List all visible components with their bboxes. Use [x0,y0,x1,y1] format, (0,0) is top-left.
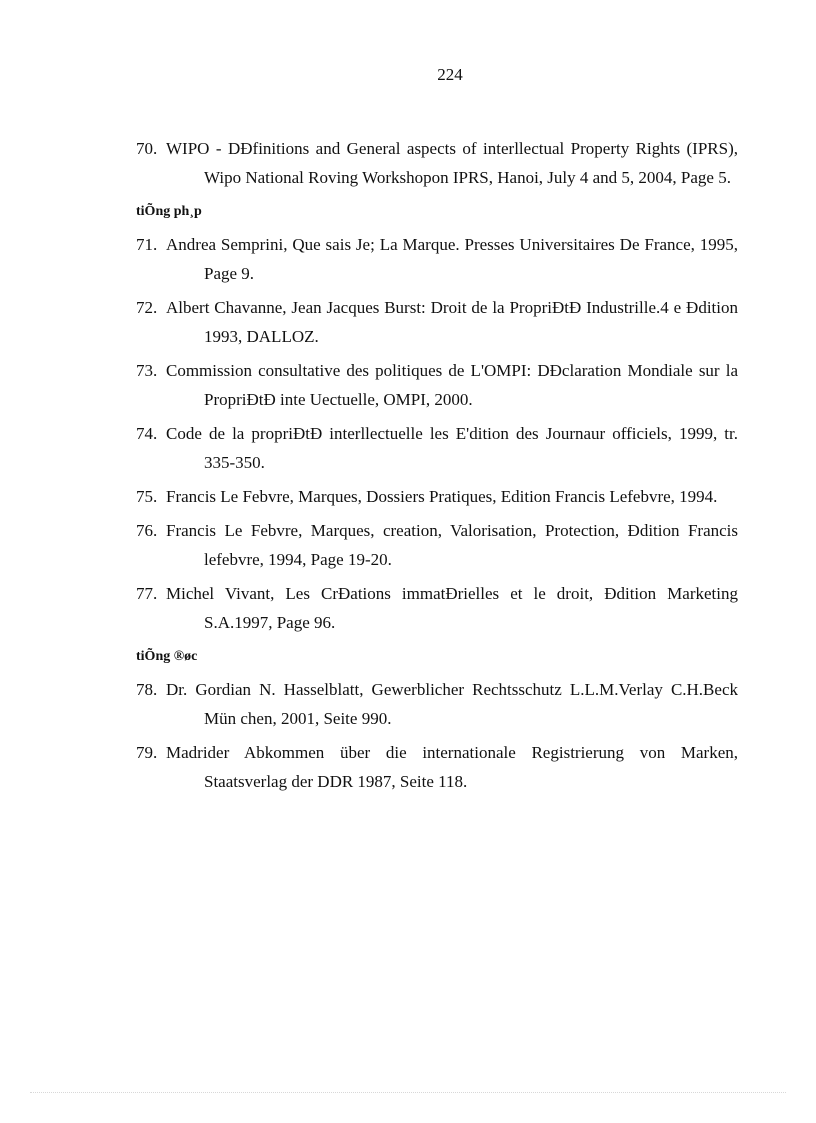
reference-text: Francis Le Febvre, Marques, Dossiers Pratiques, Edition Francis Lefebvre, 1994. [166,487,718,506]
reference-number: 79. [136,743,158,762]
reference-item [136,134,738,192]
reference-item [136,579,738,637]
section-heading: tiÕng ®øc [136,649,198,664]
reference-text: Code de la propriÐtÐ interllectuelle les E'dition des Journaur officiels, 1999, tr. 335-350. [166,424,738,472]
reference-number: 71. [136,235,158,254]
reference-list [136,134,738,801]
reference-number: 72. [136,298,158,317]
reference-item [136,419,738,477]
reference-item [136,293,738,351]
reference-text: WIPO - DÐfinitions and General aspects of interllectual Property Rights (IPRS), Wipo National Roving Workshopon IPRS, Hanoi, July 4 and 5, 2004, Page 5. [166,139,738,187]
reference-number: 70. [136,139,158,158]
reference-text: Madrider Abkommen über die internationale Registrierung von Marken, Staatsverlag der DDR 1987, Seite 118. [166,743,738,791]
reference-number: 73. [136,361,158,380]
reference-text: Andrea Semprini, Que sais Je; La Marque. Presses Universitaires De France, 1995, Page 9. [166,235,738,283]
reference-item [136,230,738,288]
reference-number: 75. [136,487,158,506]
section-heading: tiÕng ph¸p [136,204,202,219]
reference-text: Francis Le Febvre, Marques, creation, Valorisation, Protection, Ðdition Francis lefebvre, 1994, Page 19-20. [166,521,738,569]
reference-item [136,738,738,796]
reference-number: 76. [136,521,158,540]
reference-text: Dr. Gordian N. Hasselblatt, Gewerblicher Rechtsschutz L.L.M.Verlay C.H.Beck Mün chen, 2001, Seite 990. [166,680,738,728]
reference-text: Michel Vivant, Les CrÐations immatÐrielles et le droit, Ðdition Marketing S.A.1997, Page 96. [166,584,738,632]
page-number: 224 [437,65,463,84]
reference-item [136,675,738,733]
reference-number: 77. [136,584,158,603]
reference-text: Albert Chavanne, Jean Jacques Burst: Droit de la PropriÐtÐ Industrille.4 e Ðdition 1993, DALLOZ. [166,298,738,346]
footer-divider [30,1092,786,1093]
reference-text: Commission consultative des politiques de L'OMPI: DÐclaration Mondiale sur la PropriÐtÐ inte Uectuelle, OMPI, 2000. [166,361,738,409]
reference-number: 78. [136,680,158,699]
reference-item [136,356,738,414]
reference-item [136,482,738,511]
reference-number: 74. [136,424,158,443]
reference-item [136,516,738,574]
